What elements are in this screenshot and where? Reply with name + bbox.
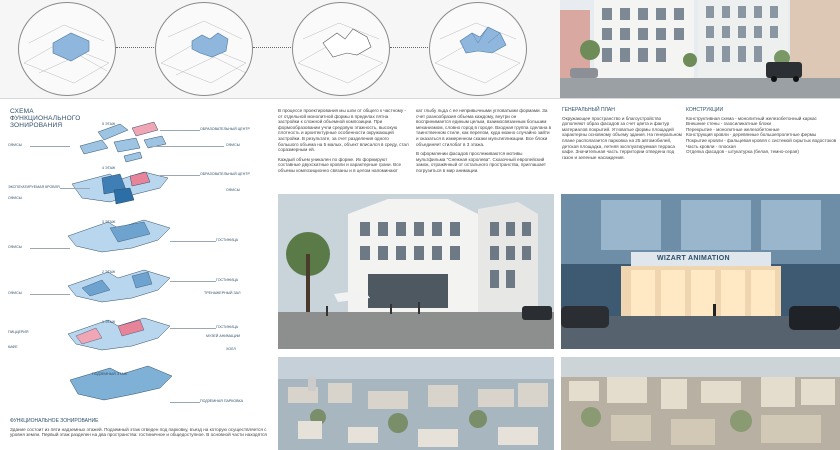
underground-label: ПОДЗЕМНЫЙ ЭТАЖ	[92, 372, 128, 376]
floor-3-label: 3 ЭТАЖ	[102, 220, 116, 224]
floor-1-right3: ХОЛЛ	[226, 347, 236, 351]
floor-2-plan	[68, 270, 170, 302]
masterplan-title: ГЕНЕРАЛЬНЫЙ ПЛАН	[562, 107, 615, 113]
floor-1-label: 1 ЭТАЖ	[102, 320, 116, 324]
floor-4-label: 4 ЭТАЖ	[102, 166, 116, 170]
floor-2-right2: ТРЕНАЖЕРНЫЙ ЗАЛ	[204, 291, 241, 295]
massing-step-4	[429, 2, 527, 96]
concept-text-b	[416, 108, 552, 174]
zoning-footer-title: ФУНКЦИОНАЛЬНОЕ ЗОНИРОВАНИЕ	[10, 418, 99, 424]
structure-item: Конструктивная схема - монолитный железобетонный каркас	[686, 115, 817, 121]
entrance-render	[561, 194, 840, 349]
concept-text-a	[278, 108, 410, 174]
floor-5-plan	[80, 122, 166, 162]
aerial-render-right	[561, 357, 840, 450]
floor-1-right: ГОСТИНИЦА	[216, 325, 239, 329]
zoning-footer	[10, 419, 268, 438]
floor-1-left2: КАФЕ	[8, 345, 18, 349]
floor-3-plan	[68, 220, 170, 252]
floor-4-right2: ОФИСЫ	[226, 188, 240, 192]
structure-item: Покрытие кровли - фальцевая кровля с системой скрытых водостоков	[686, 137, 837, 143]
concept-paragraph-1: В процессе проектирования мы шли от общего к частному - от отдельной монолитной формы в пределах пятна застройки к сложной объемной композиции. При формообразовании учли средовую этажность, высокую плотность и архитектурные особенности окружающей застройки. В результате, за счет разделения одного большого объема на 5 малых, объект вписался в среду, стал соразмерным ей.	[278, 108, 409, 153]
concept-paragraph-2: Каждый объем уникален по форме. Их формируют составные двухскатные кровли и характерные грани. Все объемы композиционно связаны и в целом напоминают	[278, 156, 402, 173]
floor-5-left: ОФИСЫ	[8, 143, 22, 147]
zoning-title: СХЕМА ФУНКЦИОНАЛЬНОГО ЗОНИРОВАНИЯ	[10, 108, 81, 130]
floor-5-label: 5 ЭТАЖ	[102, 122, 116, 126]
structure-item: Отделка фасадов - штукатурка (белая, темно-серая)	[686, 149, 799, 155]
structure-item: Перекрытие - монолитные железобетонные	[686, 126, 780, 132]
structure-item: Внешние стены - газосиликатные блоки	[686, 121, 772, 127]
concept-paragraph-3: кат глыбу льда с ее непривычными угловатыми формами. За счет разнообразия объема каждому, внутри он воспринимается единым целым, взаимосвязанным большим механизмом, словно город в городе. Входная группа сделана в таинственном стиле, как перепом, куда можно случайно зайти и оказаться в измеренном сказки мультипликации. Все блоки объединяет стилобат в 3 этажа.	[416, 108, 552, 147]
aerial-render-left	[278, 357, 554, 450]
floor-4-left: ЭКСПЛУАТИРУЕМАЯ КРОВЛЯ	[8, 185, 60, 189]
floor-5-right2: ОФИСЫ	[226, 143, 240, 147]
concept-paragraph-4: В оформлении фасадов прослеживаются мотивы мультфильма "Снежная королева". Сказочный европейский замок, отражённый от остального пространства, приглашает погрузиться в мир анимации.	[416, 151, 547, 173]
masterplan-paragraph: Окружающее пространство и благоустройство дополняют образ фасадов за счет цвета и фактур материалов покрытий. Угловатые формы площадей характерны основному объему здания. На генеральном плане располагается парковка на 25 автомобилей, детская площадка, летняя эксплуатируемая терраса кафе. Значительная часть территории отведена под газон и зеленые насаждения.	[562, 115, 682, 160]
floor-1-left: ПИЦЦЕРИЯ	[8, 330, 29, 334]
zoning-footer-text: Здание состоит из пяти надземных этажей. Подземный этаж отведен под парковку, въезд на которую осуществляется с уровня земли. Первый этаж разделен на два пространства: гостиничное и общедоступное. В основной части находятся	[10, 426, 267, 438]
massing-step-2	[155, 2, 253, 96]
concept-strip	[0, 0, 840, 99]
floor-4-left2: ОФИСЫ	[8, 196, 22, 200]
street-render-top	[560, 0, 840, 98]
floor-3-right: ГОСТИНИЦА	[216, 238, 239, 242]
structure-item: Конструкция кровли - деревянные большепролетные фермы	[686, 132, 817, 138]
floor-4-right: ОБРАЗОВАТЕЛЬНЫЙ ЦЕНТР	[200, 172, 250, 176]
massing-step-1	[18, 2, 116, 96]
zoning-diagram	[40, 118, 250, 418]
floor-1-right2: МУЗЕЙ АНИМАЦИИ	[206, 334, 241, 338]
floor-3-left: ОФИСЫ	[8, 245, 22, 249]
entrance-signage: WIZART ANIMATION	[657, 255, 730, 262]
floor-2-left: ОФИСЫ	[8, 291, 22, 295]
floor-1-plan	[68, 318, 170, 350]
floor-2-label: 2 ЭТАЖ	[102, 270, 116, 274]
massing-step-3	[292, 2, 390, 96]
underground-right: ПОДЗЕМНАЯ ПАРКОВКА	[200, 399, 243, 403]
structure-item: Часть кровли - плоская	[686, 143, 736, 149]
facade-render	[278, 194, 554, 349]
floor-5-right: ОБРАЗОВАТЕЛЬНЫЙ ЦЕНТР	[200, 127, 250, 131]
structure-text	[686, 108, 838, 155]
floor-2-right: ГОСТИНИЦА	[216, 278, 239, 282]
structure-title: КОНСТРУКЦИИ	[686, 107, 724, 113]
masterplan-text	[562, 108, 682, 160]
